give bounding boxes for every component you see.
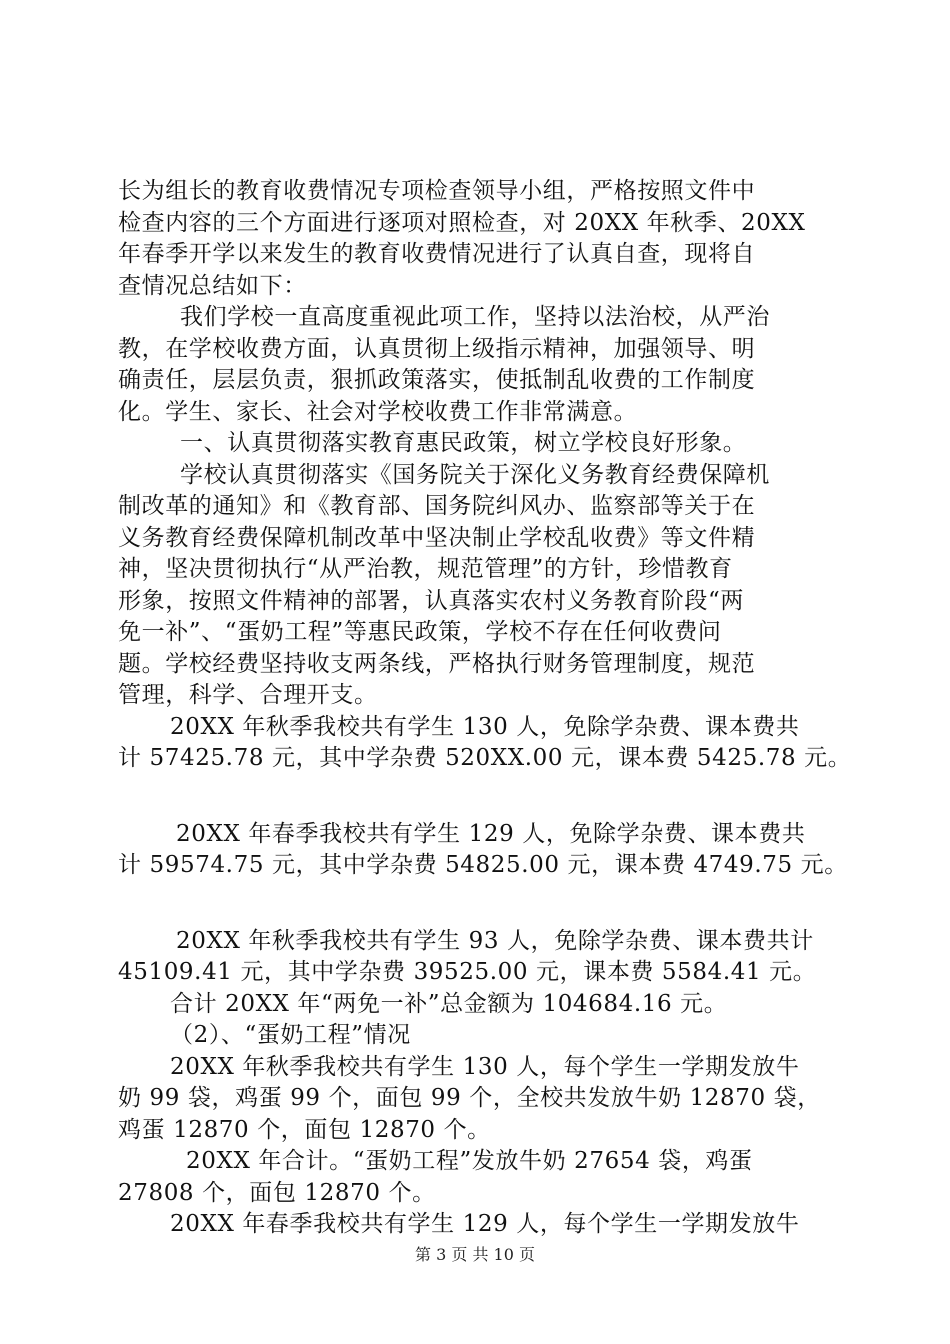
document-body xyxy=(118,176,852,1241)
text-line: 查情况总结如下： xyxy=(118,272,307,299)
text-line: 免一补”、“蛋奶工程”等惠民政策，学校不存在任何收费问 xyxy=(118,619,722,645)
text-line: 教，在学校收费方面，认真贯彻上级指示精神，加强领导、明 xyxy=(118,335,756,362)
text-line: 奶 99 袋，鸡蛋 99 个，面包 99 个，全校共发放牛奶 12870 袋， xyxy=(118,1085,821,1111)
paragraph-gap xyxy=(118,775,843,819)
text-line: 20XX 年秋季我校共有学生 93 人，免除学杂费、课本费共计 xyxy=(176,927,814,954)
text-line: 20XX 年秋季我校共有学生 130 人，免除学杂费、课本费共 xyxy=(170,713,800,740)
text-line: 计 57425.78 元，其中学杂费 520XX.00 元，课本费 5425.78 元。 xyxy=(118,745,852,771)
text-line: 27808 个，面包 12870 个。 xyxy=(118,1179,436,1206)
text-line: 管理，科学、合理开支。 xyxy=(118,682,378,708)
text-line: 45109.41 元，其中学杂费 39525.00 元，课本费 5584.41 元。 xyxy=(118,959,817,985)
page-footer: 第 3 页 共 10 页 xyxy=(415,1245,535,1264)
text-line: 20XX 年秋季我校共有学生 130 人，每个学生一学期发放牛 xyxy=(170,1053,800,1080)
text-line: 计 59574.75 元，其中学杂费 54825.00 元，课本费 4749.75 元。 xyxy=(118,852,848,878)
text-line: 20XX 年春季我校共有学生 129 人，每个学生一学期发放牛 xyxy=(170,1211,800,1237)
text-line: 确责任，层层负责，狠抓政策落实，使抵制乱收费的工作制度 xyxy=(118,367,756,393)
text-line: 我们学校一直高度重视此项工作，坚持以法治校，从严治 xyxy=(180,304,770,330)
text-line: 鸡蛋 12870 个，面包 12870 个。 xyxy=(118,1116,491,1143)
text-line: 义务教育经费保障机制改革中坚决制止学校乱收费》等文件精 xyxy=(118,524,756,551)
text-line: 20XX 年合计。“蛋奶工程”发放牛奶 27654 袋，鸡蛋 xyxy=(186,1148,753,1174)
text-line: 制改革的通知》和《教育部、国务院纠风办、监察部等关于在 xyxy=(118,493,756,519)
text-line: 题。学校经费坚持收支两条线，严格执行财务管理制度，规范 xyxy=(118,650,756,677)
text-line: 长为组长的教育收费情况专项检查领导小组，严格按照文件中 xyxy=(118,178,756,204)
text-line: 神，坚决贯彻执行“从严治教，规范管理”的方针，珍惜教育 xyxy=(118,556,733,582)
text-line: 学校认真贯彻落实《国务院关于深化义务教育经费保障机 xyxy=(180,461,770,488)
text-line: 形象，按照文件精神的部署，认真落实农村义务教育阶段“两 xyxy=(118,587,744,614)
text-line: 化。学生、家长、社会对学校收费工作非常满意。 xyxy=(118,398,638,425)
section-heading: 一、认真贯彻落实教育惠民政策，树立学校良好形象。 xyxy=(180,430,747,456)
section-heading: （2）、“蛋奶工程”情况 xyxy=(170,1022,411,1048)
paragraph-gap xyxy=(118,882,843,926)
text-line: 合计 20XX 年“两免一补”总金额为 104684.16 元。 xyxy=(170,990,728,1017)
text-line: 检查内容的三个方面进行逐项对照检查，对 20XX 年秋季、20XX xyxy=(118,209,806,236)
text-line: 年春季开学以来发生的教育收费情况进行了认真自查，现将自 xyxy=(118,241,756,267)
text-line: 20XX 年春季我校共有学生 129 人，免除学杂费、课本费共 xyxy=(176,820,806,847)
